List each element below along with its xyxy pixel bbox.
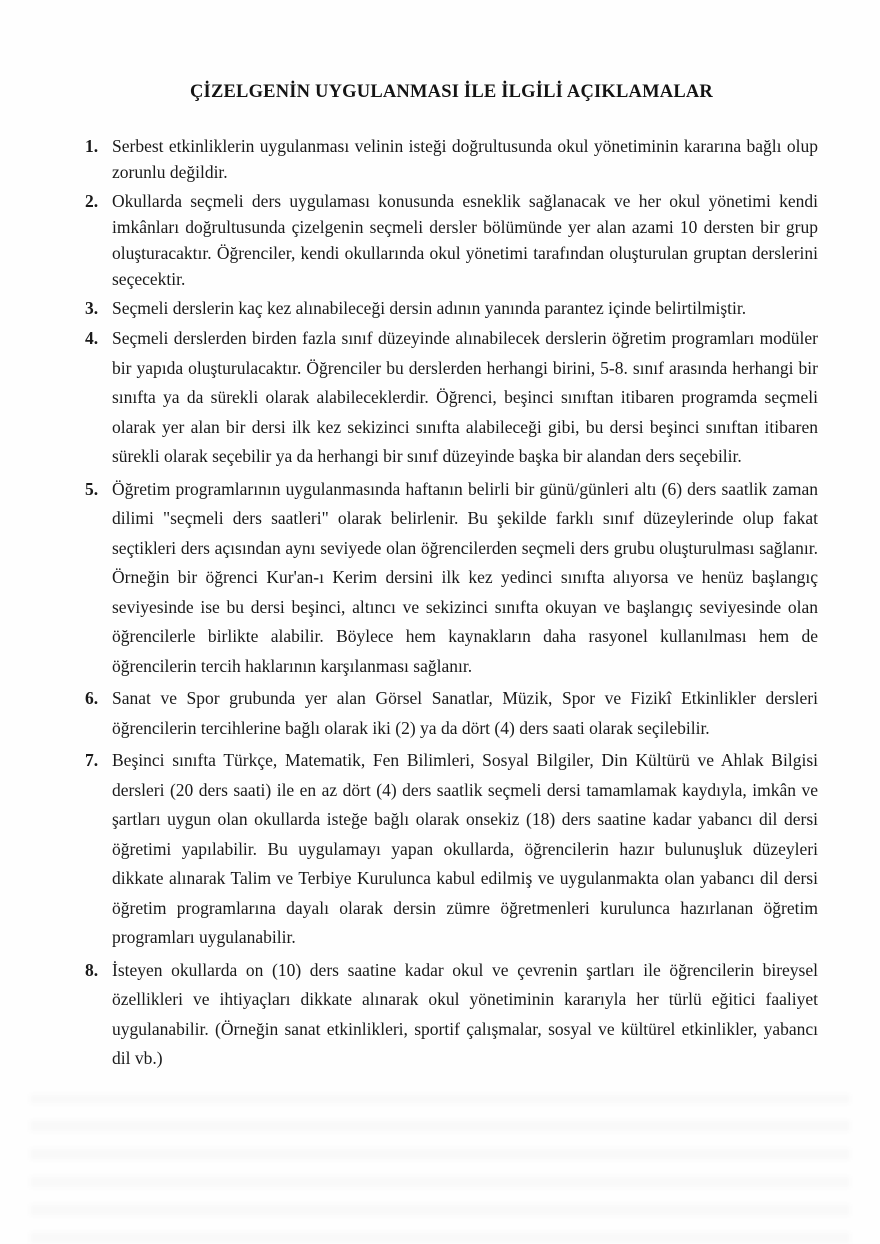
list-item xyxy=(85,133,818,185)
list-item xyxy=(85,324,818,472)
list-item xyxy=(85,188,818,292)
scan-bleed-through xyxy=(30,1094,850,1244)
item-number: 1. xyxy=(85,136,99,156)
list-item xyxy=(85,956,818,1074)
item-text: Seçmeli derslerin kaç kez alınabileceği dersin adının yanında parantez içinde belirtilmiştir. xyxy=(112,298,747,318)
item-text: Serbest etkinliklerin uygulanması velinin isteği doğrultusunda okul yönetiminin kararına bağlı olup zorunlu değildir. xyxy=(112,136,818,182)
list-item xyxy=(85,746,818,953)
item-text: Beşinci sınıfta Türkçe, Matematik, Fen Bilimleri, Sosyal Bilgiler, Din Kültürü ve Ahlak Bilgisi dersleri (20 ders saati) ile en az dört (4) ders saatlik seçmeli dersi tamamlamak kaydıyla, imkân ve şartları uygun olan okullarda isteğe bağlı olarak onsekiz (18) ders saatine kadar yabancı dil dersi öğretimi yapılabilir. Bu uygulamayı yapan okullarda, öğrencilerin hazır bulunuşluk düzeyleri dikkate alınarak Talim ve Terbiye Kurulunca kabul edilmiş ve uygulanmakta olan yabancı dil dersi öğretim programlarına dayalı olarak dersin zümre öğretmenleri kurulunca hazırlanan öğretim programları uygulanabilir. xyxy=(112,750,818,947)
item-number: 8. xyxy=(85,959,99,980)
item-number: 4. xyxy=(85,328,99,348)
numbered-list xyxy=(85,133,818,1074)
item-number: 6. xyxy=(85,688,99,708)
item-number: 3. xyxy=(85,298,99,318)
list-item xyxy=(85,684,818,743)
list-item xyxy=(85,295,818,321)
item-text: Okullarda seçmeli ders uygulaması konusunda esneklik sağlanacak ve her okul yönetimi kendi imkânları doğrultusunda çizelgenin seçmeli dersler bölümünde yer alan azami 10 dersten bir grup oluşturacaktır. Öğrenciler, kendi okullarında okul yönetimi tarafından oluşturulan gruptan derslerini seçecektir. xyxy=(112,191,818,289)
item-number: 2. xyxy=(85,191,99,211)
item-text: Öğretim programlarının uygulanmasında haftanın belirli bir günü/günleri altı (6) ders saatlik zaman dilimi "seçmeli ders saatleri" olarak belirlenir. Bu şekilde farklı sınıf düzeylerinde olup fakat seçtikleri ders açısından aynı seviyede olan öğrencilerden seçmeli ders grubu oluşturulması sağlanır. Örneğin bir öğrenci Kur'an-ı Kerim dersini ilk kez yedinci sınıfta alıyorsa ve henüz başlangıç seviyesinde ise bu dersi beşinci, altıncı ve sekizinci sınıfta okuyan ve başlangıç seviyesinde olan öğrencilerle birlikte alabilir. Böylece hem kaynakların daha rasyonel kullanılması hem de öğrencilerin tercih haklarının karşılanması sağlanır. xyxy=(112,478,818,676)
item-text: İsteyen okullarda on (10) ders saatine kadar okul ve çevrenin şartları ile öğrencilerin bireysel özellikleri ve ihtiyaçları dikkate alınarak okul yönetiminin kararıyla her türlü eğitici faaliyet uygulanabilir. (Örneğin sanat etkinlikleri, sportif çalışmalar, sosyal ve kültürel etkinlikler, yabancı dil vb.) xyxy=(112,959,818,1068)
item-number: 5. xyxy=(85,478,99,499)
item-number: 7. xyxy=(85,750,99,770)
item-text: Sanat ve Spor grubunda yer alan Görsel Sanatlar, Müzik, Spor ve Fizikî Etkinlikler dersleri öğrencilerin tercihlerine bağlı olarak iki (2) ya da dört (4) ders saati olarak seçilebilir. xyxy=(112,688,818,738)
page-title: ÇİZELGENİN UYGULANMASI İLE İLGİLİ AÇIKLAMALAR xyxy=(190,82,713,102)
list-item xyxy=(85,475,818,682)
item-text: Seçmeli derslerden birden fazla sınıf düzeyinde alınabilecek derslerin öğretim programları modüler bir yapıda oluşturulacaktır. Öğrenciler bu derslerden herhangi birini, 5-8. sınıf arasında herhangi bir sınıfta ya da sürekli olarak alabileceklerdir. Öğrenci, beşinci sınıftan itibaren programda seçmeli olarak yer alan bir dersi ilk kez sekizinci sınıfta alabileceği gibi, bu dersi beşinci sınıftan itibaren sürekli olarak seçebilir ya da herhangi bir sınıf düzeyinde başka bir alandan ders seçebilir. xyxy=(112,328,818,466)
